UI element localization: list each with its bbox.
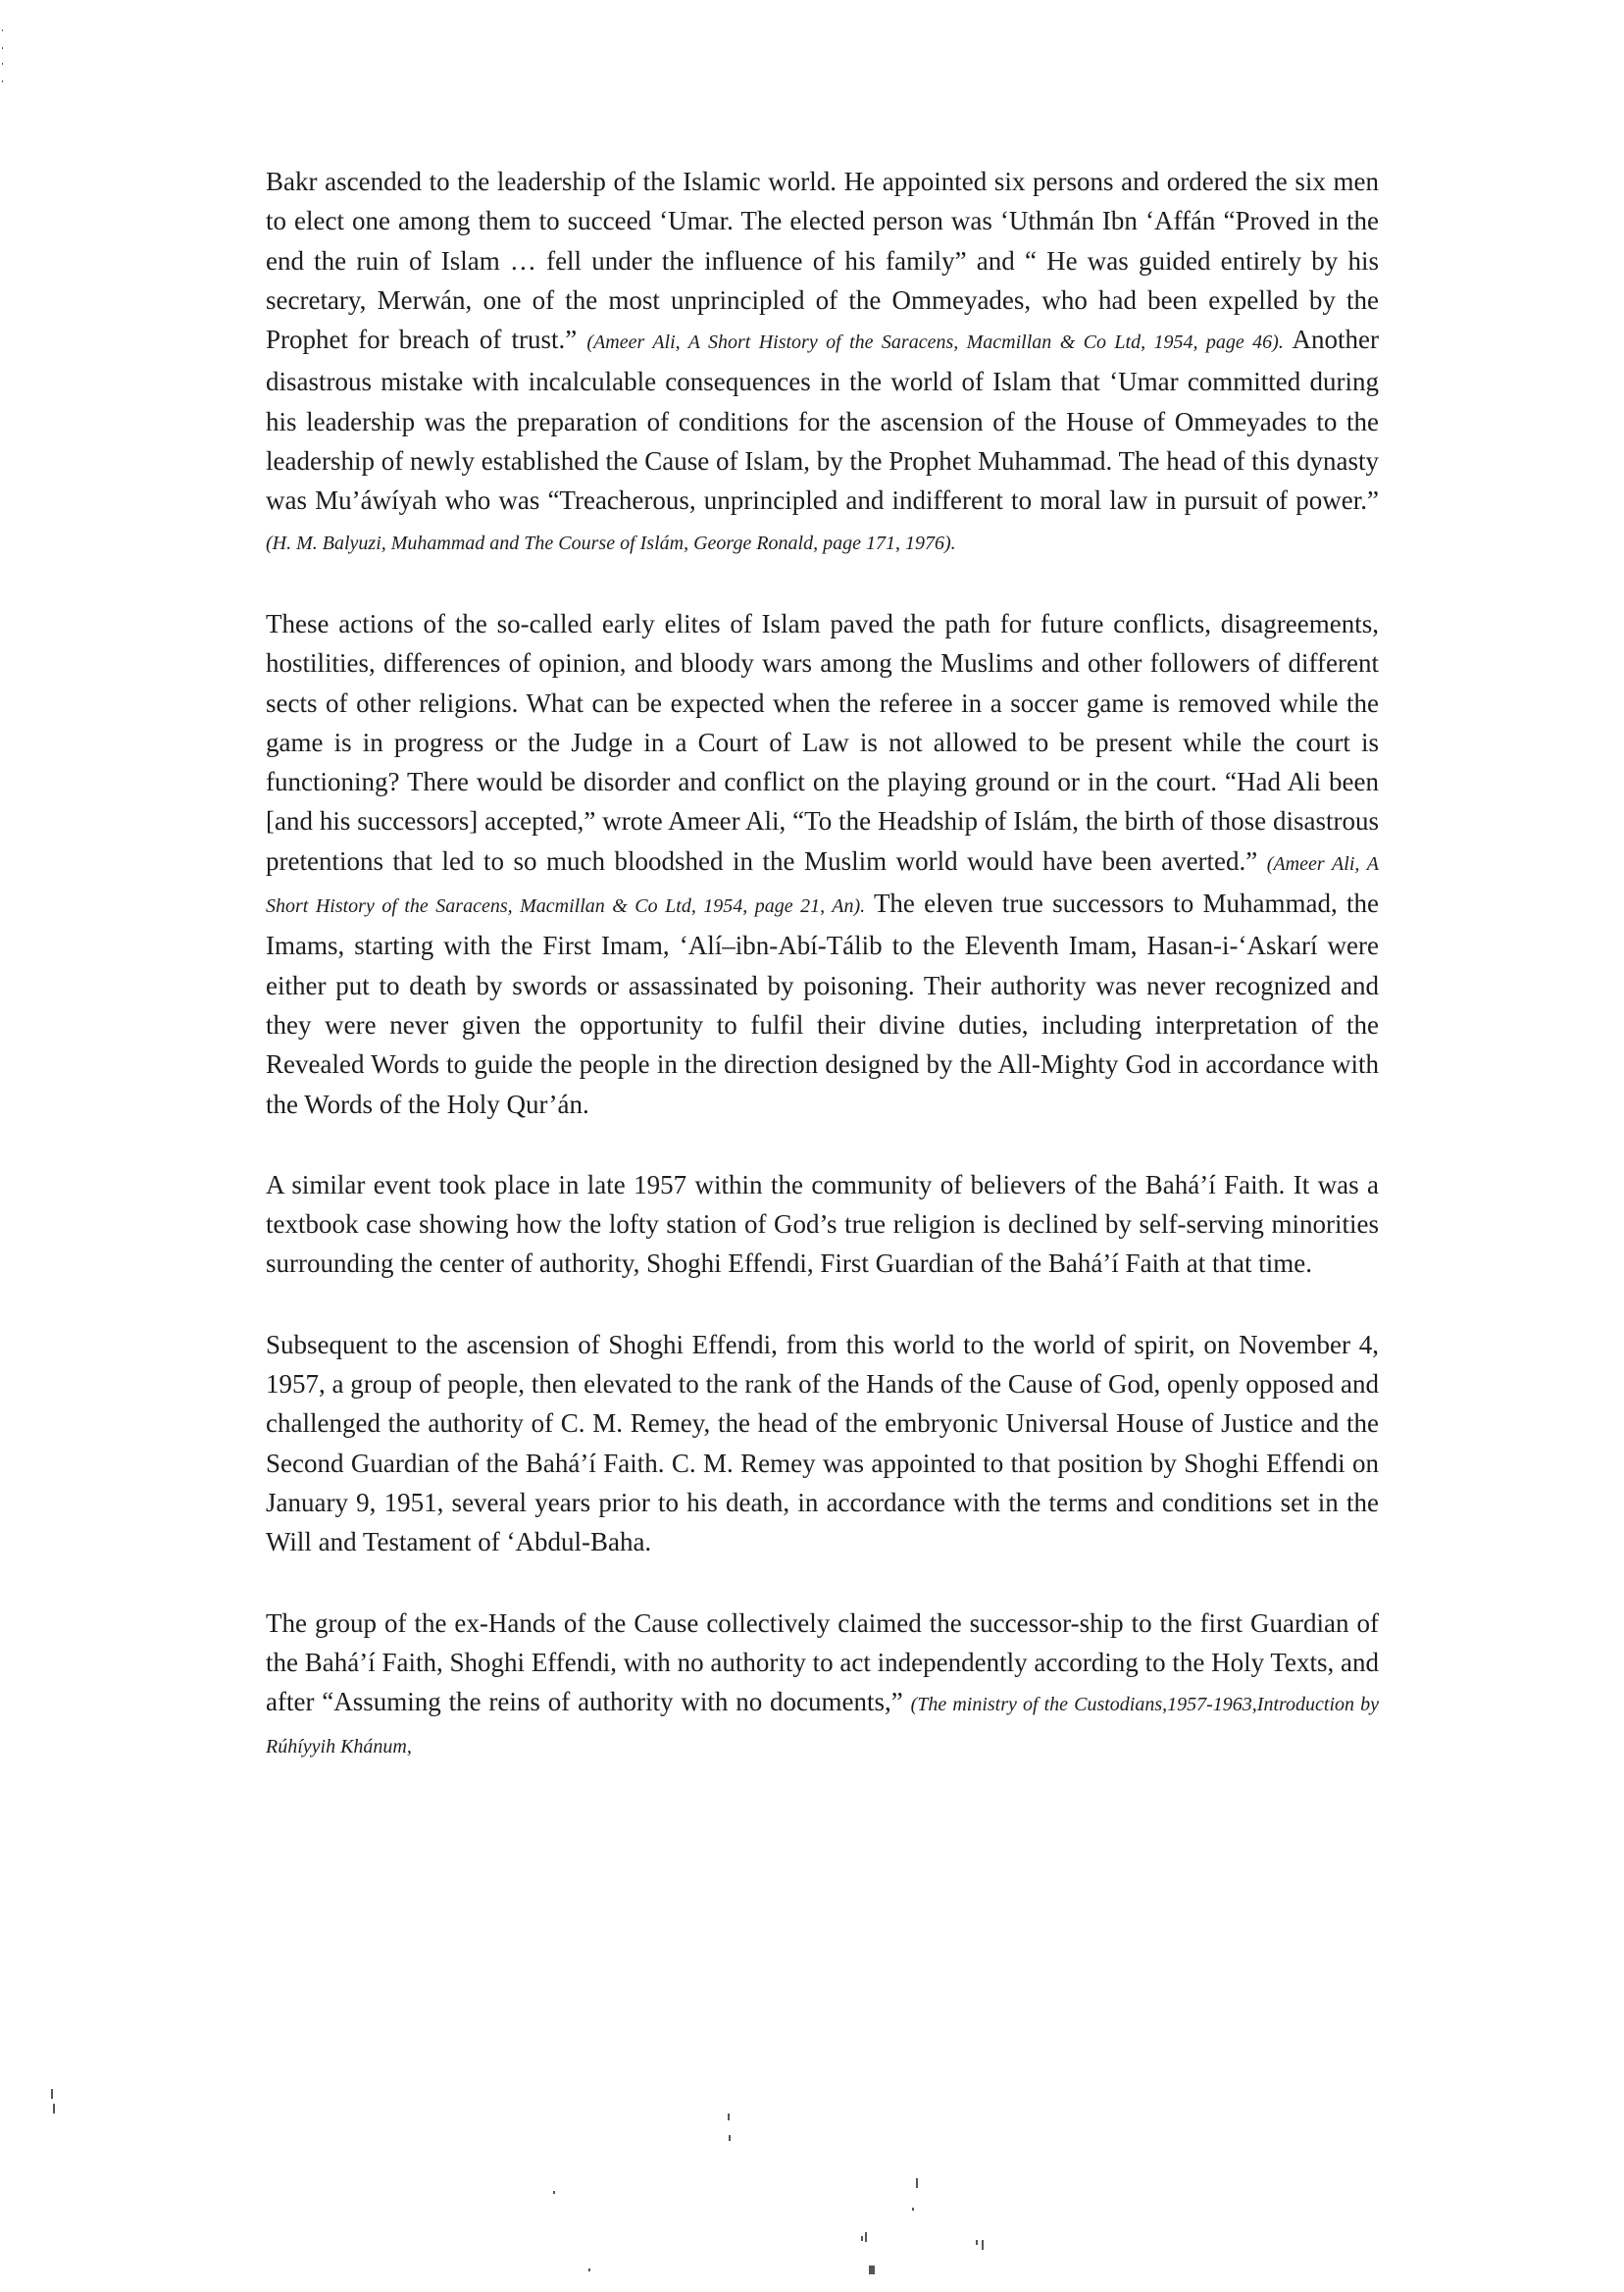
text-segment: These actions of the so-called early elites of Islam paved the path for future conflicts, disagreements, hostilities, differences of opinion, and bloody wars among the Muslims and other followers of different sects of other religions. What can be expected when the referee in a soccer game is removed while the game is in progress or the Judge in a Court of Law is not allowed to be present while the court is functioning? There would be disorder and conflict on the playing ground or in the court. “Had Ali been [and his successors] accepted,” wrote Ameer Ali, “To the Headship of Islám, the birth of those disastrous pretentions that led to so much bloodshed in the Muslim world would have been averted.” — [266, 608, 1379, 876]
text-segment: The group of the ex-Hands of the Cause collectively claimed the successor-ship to the first Guardian of the Bahá’í Faith, Shoghi Effendi, with no authority to act independently according to the Holy Texts, and after “Assuming the reins of authority with no documents,” — [266, 1607, 1379, 1717]
text-segment: Bakr ascended to the leadership of the Islamic world. He appointed six persons and ordered the six men to elect one among them to succeed ‘Umar. The elected person was ‘Uthmán Ibn ‘Affán “Proved in the end the ruin of Islam … fell under the influence of his family” and “ He was guided entirely by his secretary, Merwán, one of the most unprincipled of the Ommeyades, who had been expelled by the Prophet for breach of trust.” — [266, 167, 1379, 355]
citation: (Ameer Ali, A Short History of the Saracens, Macmillan & Co Ltd, 1954, page 46). — [586, 331, 1284, 354]
text-segment: A similar event took place in late 1957 within the community of believers of the Bahá’í Faith. It was a textbook case showing how the lofty station of God’s true religion is declined by self-serving minorities surrounding the center of authority, Shoghi Effendi, First Guardian of the Bahá’í Faith at that time. — [266, 1169, 1379, 1279]
citation: (H. M. Balyuzi, Muhammad and The Course of Islám, George Ronald, page 171, 1976). — [266, 532, 956, 554]
citation: (The ministry of the Custodians,1957-1963,Introduction by Rúhíyyih Khánum, — [266, 1694, 1379, 1758]
text-segment: The eleven true successors to Muhammad, the Imams, starting with the First Imam, ‘Alí–ibn-Abí-Tálib to the Eleventh Imam, Hasan-i-‘Askarí were either put to death by swords or assassinated by poisoning. Their authority was never recognized and they were never given the opportunity to fulfil their divine duties, including interpretation of the Revealed Words to guide the people in the direction designed by the All-Mighty God in accordance with the Words of the Holy Qur’án. — [266, 889, 1379, 1119]
text-segment: Subsequent to the ascension of Shoghi Effendi, from this world to the world of spirit, on November 4, 1957, a group of people, then elevated to the rank of the Hands of the Cause of God, openly opposed and challenged the authority of C. M. Remey, the head of the embryonic Universal House of Justice and the Second Guardian of the Bahá’í Faith. C. M. Remey was appointed to that position by Shoghi Effendi on January 9, 1951, several years prior to his death, in accordance with the terms and conditions set in the Will and Testament of ‘Abdul-Baha. — [266, 1329, 1379, 1557]
text-segment: Another disastrous mistake with incalculable consequences in the world of Islam that ‘Umar committed during his leadership was the preparation of conditions for the ascension of the House of Ommeyades to the leadership of newly established the Cause of Islam, by the Prophet Muhammad. The head of this dynasty was Mu’áwíyah who was “Treacherous, unprincipled and indifferent to moral law in pursuit of power.” — [266, 325, 1379, 516]
citation: (Ameer Ali, A Short History of the Saracens, Macmillan & Co Ltd, 1954, page 21, An). — [266, 852, 1379, 918]
